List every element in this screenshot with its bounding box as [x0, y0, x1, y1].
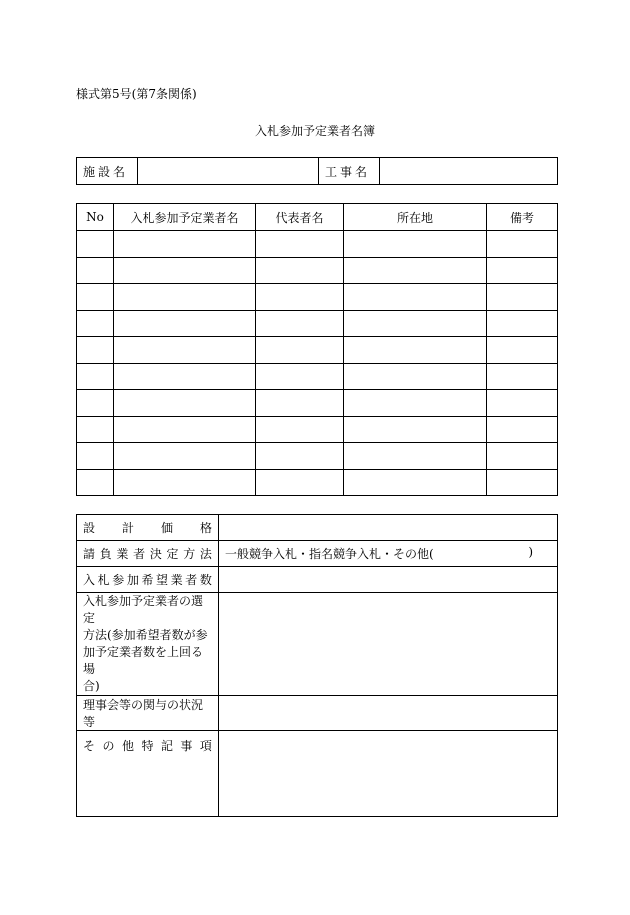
cell-remarks[interactable] — [487, 284, 558, 311]
cell-address[interactable] — [344, 231, 487, 258]
cell-address[interactable] — [344, 337, 487, 364]
column-header-remarks: 備考 — [487, 204, 558, 231]
cell-no[interactable] — [77, 284, 114, 311]
cell-no[interactable] — [77, 257, 114, 284]
table-row — [77, 257, 558, 284]
info-table — [76, 514, 558, 817]
selection-method-label: 入札参加予定業者の選定 方法(参加希望者数が参 加予定業者数を上回る場 合) — [77, 593, 219, 696]
cell-representative[interactable] — [256, 257, 344, 284]
cell-company[interactable] — [114, 310, 256, 337]
column-header-no: No — [77, 204, 114, 231]
method-label: 請 負 業 者 決 定 方 法 — [77, 541, 219, 567]
cell-no[interactable] — [77, 363, 114, 390]
table-row — [77, 310, 558, 337]
cell-address[interactable] — [344, 284, 487, 311]
selection-method-field[interactable] — [219, 593, 558, 696]
facility-field[interactable] — [138, 158, 319, 185]
cell-representative[interactable] — [256, 310, 344, 337]
cell-address[interactable] — [344, 443, 487, 470]
document-title: 入札参加予定業者名簿 — [254, 124, 375, 138]
table-row — [77, 390, 558, 417]
cell-representative[interactable] — [256, 284, 344, 311]
column-header-address: 所在地 — [344, 204, 487, 231]
cell-company[interactable] — [114, 469, 256, 496]
cell-remarks[interactable] — [487, 443, 558, 470]
cell-remarks[interactable] — [487, 257, 558, 284]
method-options-text: 一般競争入札・指名競争入札・その他( — [225, 547, 434, 561]
cell-representative[interactable] — [256, 337, 344, 364]
cell-remarks[interactable] — [487, 337, 558, 364]
cell-address[interactable] — [344, 363, 487, 390]
table-row — [77, 363, 558, 390]
other-notes-label: そ の 他 特 記 事 項 — [77, 731, 219, 817]
contractor-list-table — [76, 203, 558, 496]
cell-no[interactable] — [77, 390, 114, 417]
cell-representative[interactable] — [256, 416, 344, 443]
method-field[interactable] — [219, 541, 558, 567]
cell-company[interactable] — [114, 231, 256, 258]
cell-address[interactable] — [344, 390, 487, 417]
table-row — [77, 469, 558, 496]
table-row — [77, 337, 558, 364]
cell-remarks[interactable] — [487, 310, 558, 337]
cell-remarks[interactable] — [487, 390, 558, 417]
cell-no[interactable] — [77, 469, 114, 496]
cell-remarks[interactable] — [487, 231, 558, 258]
applicants-field[interactable] — [219, 567, 558, 593]
cell-remarks[interactable] — [487, 363, 558, 390]
design-price-label: 設 計 価 格 — [77, 515, 219, 541]
cell-no[interactable] — [77, 310, 114, 337]
header-table — [76, 157, 558, 185]
method-close-paren: ) — [528, 545, 533, 559]
cell-no[interactable] — [77, 416, 114, 443]
cell-company[interactable] — [114, 443, 256, 470]
cell-no[interactable] — [77, 337, 114, 364]
design-price-field[interactable] — [219, 515, 558, 541]
table-row — [77, 231, 558, 258]
other-notes-field[interactable] — [219, 731, 558, 817]
work-name-field[interactable] — [380, 158, 558, 185]
cell-company[interactable] — [114, 416, 256, 443]
cell-representative[interactable] — [256, 443, 344, 470]
cell-company[interactable] — [114, 284, 256, 311]
board-involvement-field[interactable] — [219, 696, 558, 731]
cell-company[interactable] — [114, 337, 256, 364]
work-name-label: 工 事 名 — [319, 158, 380, 185]
table-header-row — [77, 204, 558, 231]
cell-address[interactable] — [344, 416, 487, 443]
table-row — [77, 416, 558, 443]
cell-remarks[interactable] — [487, 469, 558, 496]
board-involvement-label: 理事会等の関与の状況等 — [77, 696, 219, 731]
table-row — [77, 443, 558, 470]
cell-representative[interactable] — [256, 363, 344, 390]
table-row — [77, 284, 558, 311]
cell-address[interactable] — [344, 469, 487, 496]
applicants-label: 入 札 参 加 希 望 業 者 数 — [77, 567, 219, 593]
cell-address[interactable] — [344, 257, 487, 284]
cell-address[interactable] — [344, 310, 487, 337]
cell-company[interactable] — [114, 390, 256, 417]
cell-remarks[interactable] — [487, 416, 558, 443]
column-header-representative: 代表者名 — [256, 204, 344, 231]
cell-no[interactable] — [77, 443, 114, 470]
cell-representative[interactable] — [256, 390, 344, 417]
form-number: 様式第5号(第7条関係) — [76, 87, 197, 101]
cell-representative[interactable] — [256, 231, 344, 258]
column-header-company: 入札参加予定業者名 — [114, 204, 256, 231]
cell-representative[interactable] — [256, 469, 344, 496]
cell-no[interactable] — [77, 231, 114, 258]
facility-label: 施 設 名 — [77, 158, 138, 185]
cell-company[interactable] — [114, 257, 256, 284]
cell-company[interactable] — [114, 363, 256, 390]
